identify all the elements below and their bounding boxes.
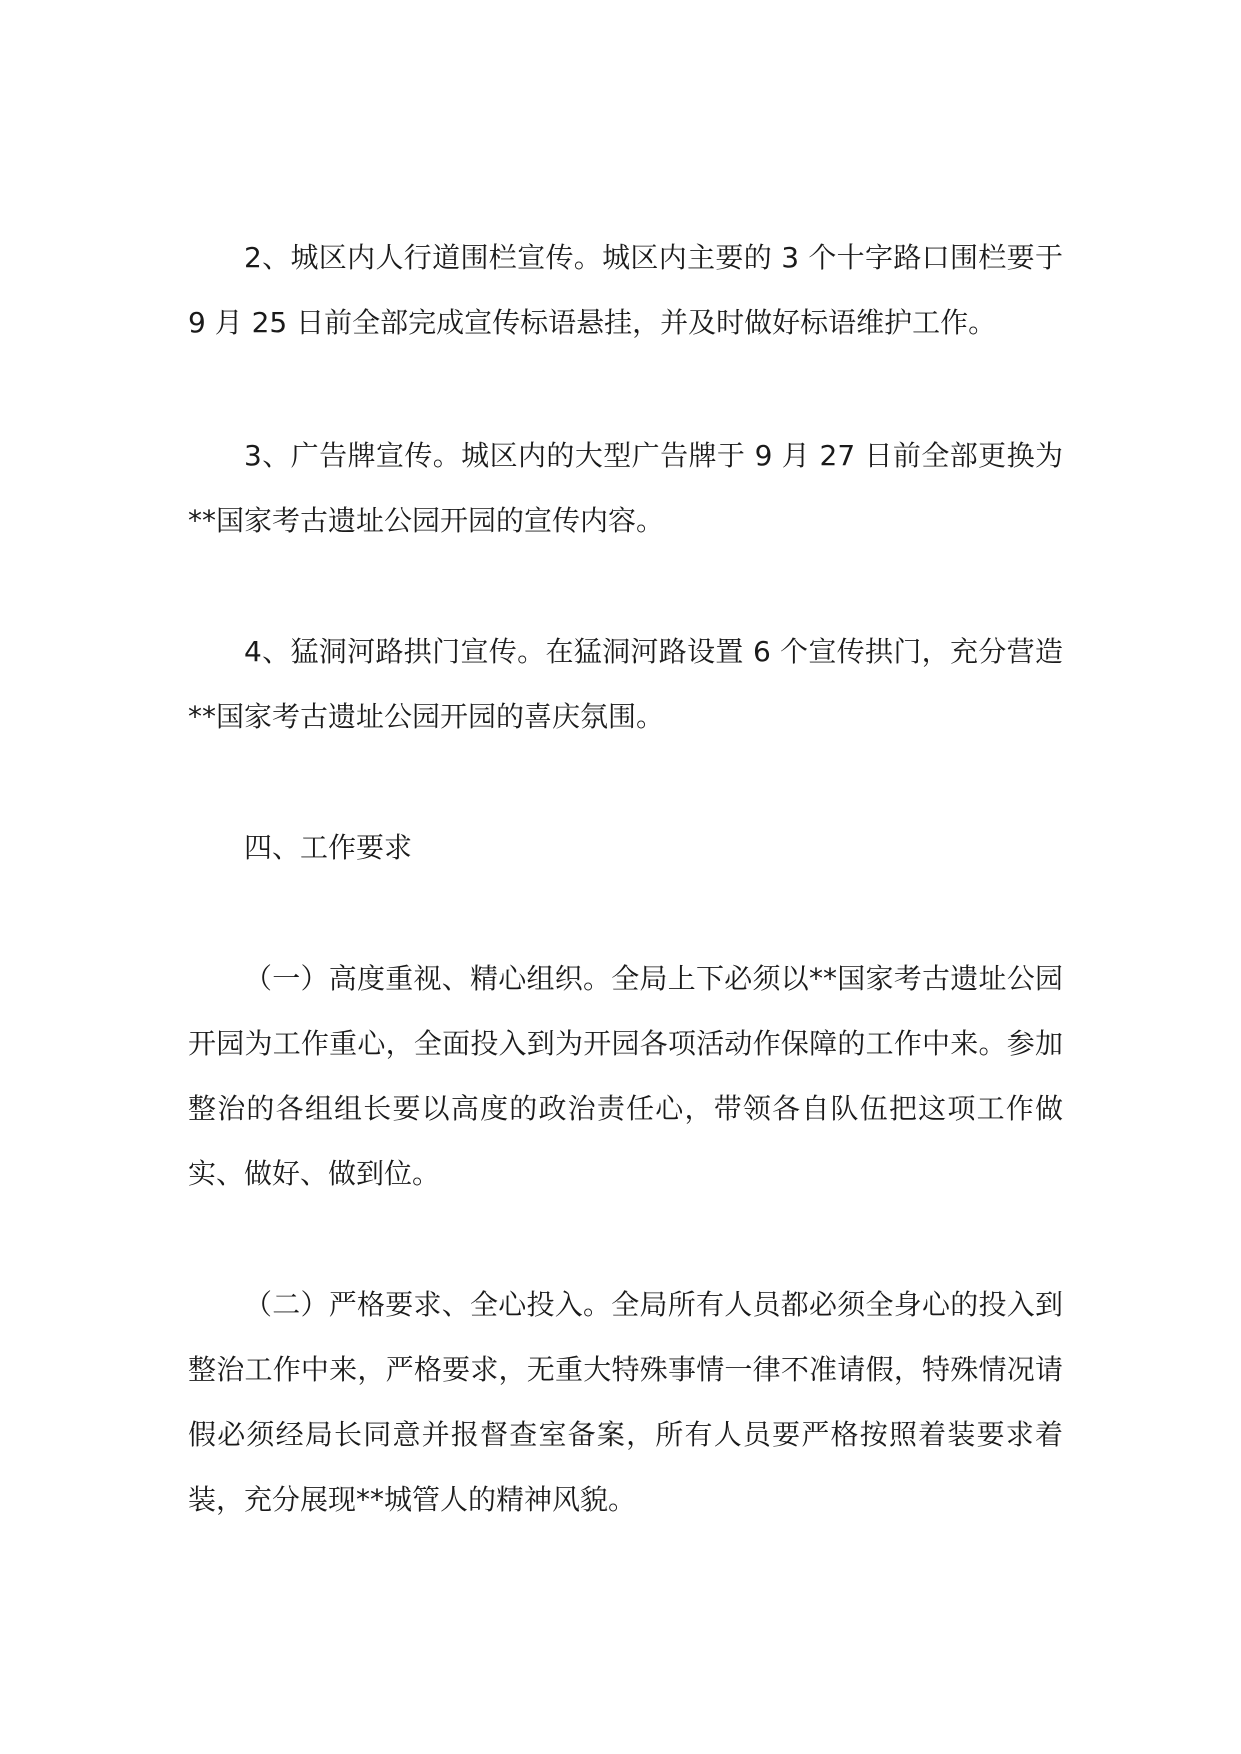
document-body bbox=[188, 225, 1063, 1532]
paragraph-requirement-1: （一）高度重视、精心组织。全局上下必须以**国家考古遗址公园开园为工作重心，全面投入到为开园各项活动作保障的工作中来。参加整治的各组组长要以高度的政治责任心，带领各自队伍把这项工作做实、做好、做到位。 bbox=[188, 962, 1063, 1190]
section-heading-work-requirements: 四、工作要求 bbox=[244, 831, 413, 864]
paragraph-item-3-billboard-publicity: 3、广告牌宣传。城区内的大型广告牌于 9 月 27 日前全部更换为**国家考古遗址公园开园的宣传内容。 bbox=[188, 439, 1063, 537]
paragraph-item-2-railing-publicity: 2、城区内人行道围栏宣传。城区内主要的 3 个十字路口围栏要于 9 月 25 日前全部完成宣传标语悬挂，并及时做好标语维护工作。 bbox=[188, 241, 1063, 339]
paragraph-item-4-archway-publicity: 4、猛洞河路拱门宣传。在猛洞河路设置 6 个宣传拱门，充分营造**国家考古遗址公园开园的喜庆氛围。 bbox=[188, 635, 1063, 733]
paragraph-requirement-2: （二）严格要求、全心投入。全局所有人员都必须全身心的投入到整治工作中来，严格要求，无重大特殊事情一律不准请假，特殊情况请假必须经局长同意并报督查室备案，所有人员要严格按照着装要求着装，充分展现**城管人的精神风貌。 bbox=[188, 1288, 1063, 1516]
